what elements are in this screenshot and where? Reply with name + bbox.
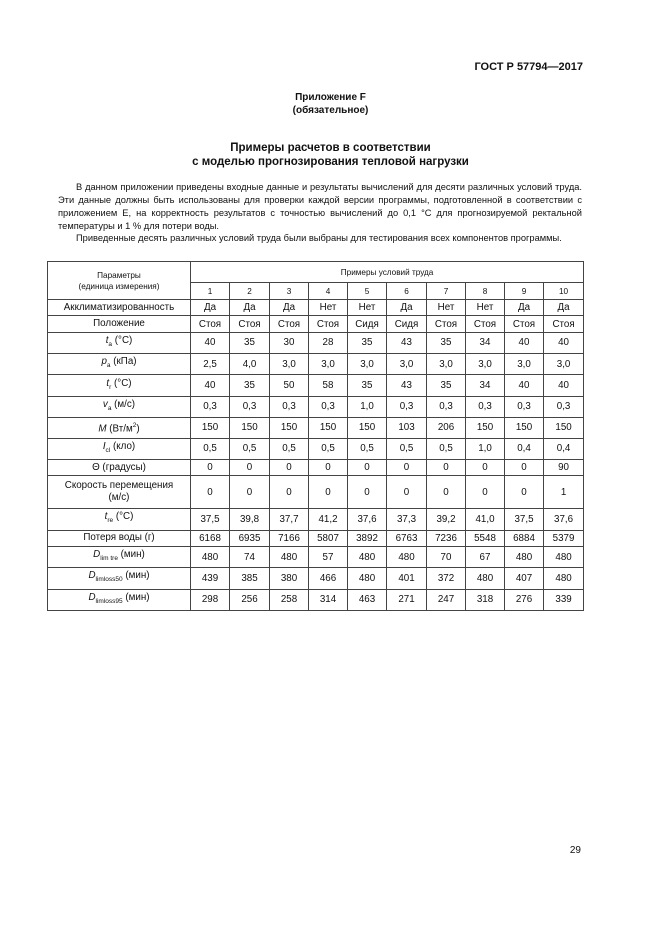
parameter-unit: (мин) <box>122 591 150 603</box>
value-cell: 480 <box>505 546 544 567</box>
value-cell: 0,5 <box>270 438 309 459</box>
value-cell: 1,0 <box>348 396 387 417</box>
value-cell: 0,3 <box>427 396 466 417</box>
parameter-label-text: Положение <box>93 318 145 330</box>
value-cell: 37,3 <box>387 509 427 530</box>
value-cell: 57 <box>309 546 348 567</box>
parameter-label-text: Акклиматизированность <box>63 301 175 313</box>
value-cell: 0,3 <box>466 396 505 417</box>
parameter-symbol: v <box>102 398 108 410</box>
value-cell: 0 <box>505 459 544 475</box>
parameter-symbol: t <box>105 334 109 346</box>
value-cell: 37,5 <box>505 509 544 530</box>
table-row <box>48 332 584 353</box>
parameters-header-line1: Параметры <box>97 270 141 280</box>
value-cell: Да <box>505 300 544 316</box>
value-cell: 103 <box>387 418 427 438</box>
parameter-subscript: a <box>107 404 112 412</box>
parameter-symbol: p <box>101 356 107 368</box>
value-cell: 37,7 <box>270 509 309 530</box>
value-cell: 466 <box>309 568 348 589</box>
value-cell: 0 <box>505 476 544 509</box>
value-cell: 0 <box>387 459 427 475</box>
value-cell: 150 <box>191 418 230 438</box>
value-cell: 339 <box>544 589 584 610</box>
value-cell: 35 <box>427 332 466 353</box>
value-cell: 439 <box>191 568 230 589</box>
value-cell: 150 <box>505 418 544 438</box>
parameter-label <box>48 332 191 353</box>
section-heading-line2: с моделью прогнозирования тепловой нагрузки <box>192 156 469 168</box>
parameter-symbol: D <box>88 570 96 582</box>
parameter-label-text: Потеря воды (г) <box>83 532 155 544</box>
value-cell: Стоя <box>427 316 466 332</box>
table-row <box>48 438 584 459</box>
value-cell: 35 <box>348 375 387 396</box>
value-cell: 256 <box>230 589 270 610</box>
parameter-subscript: limloss95 <box>95 597 123 605</box>
example-number-2: 2 <box>230 283 270 300</box>
value-cell: 480 <box>544 568 584 589</box>
value-cell: 480 <box>387 546 427 567</box>
value-cell: 0,4 <box>505 438 544 459</box>
value-cell: 3,0 <box>348 354 387 375</box>
value-cell: 5807 <box>309 530 348 546</box>
value-cell: 480 <box>348 568 387 589</box>
example-number-4: 4 <box>309 283 348 300</box>
value-cell: 6168 <box>191 530 230 546</box>
table-row <box>48 459 584 475</box>
value-cell: 3,0 <box>544 354 584 375</box>
value-cell: 480 <box>544 546 584 567</box>
value-cell: 480 <box>191 546 230 567</box>
value-cell: 372 <box>427 568 466 589</box>
parameter-label <box>48 375 191 396</box>
value-cell: 34 <box>466 375 505 396</box>
value-cell: Нет <box>309 300 348 316</box>
value-cell: Да <box>230 300 270 316</box>
value-cell: 0 <box>309 476 348 509</box>
value-cell: 0 <box>270 459 309 475</box>
value-cell: 0,3 <box>191 396 230 417</box>
value-cell: 0 <box>427 459 466 475</box>
value-cell: 0,3 <box>544 396 584 417</box>
parameter-label-text: Скорость перемещения <box>64 480 174 492</box>
value-cell: 0,4 <box>544 438 584 459</box>
value-cell: 58 <box>309 375 348 396</box>
value-cell: 0,3 <box>309 396 348 417</box>
value-cell: 41,0 <box>466 509 505 530</box>
selection-paragraph: Приведенные десять различных условий труда были выбраны для тестирования всех компонентов программы. <box>76 233 562 243</box>
value-cell: 5379 <box>544 530 584 546</box>
value-cell: 0,5 <box>191 438 230 459</box>
parameter-symbol: M <box>98 423 107 435</box>
parameter-symbol: D <box>88 591 96 603</box>
value-cell: 30 <box>270 332 309 353</box>
value-cell: 150 <box>544 418 584 438</box>
value-cell: 0 <box>427 476 466 509</box>
value-cell: 0 <box>191 459 230 475</box>
page-number: 29 <box>569 845 581 856</box>
value-cell: 0 <box>270 476 309 509</box>
example-number-10: 10 <box>544 283 584 300</box>
value-cell: 43 <box>387 375 427 396</box>
value-cell: 37,5 <box>191 509 230 530</box>
value-cell: Стоя <box>270 316 309 332</box>
value-cell: Нет <box>466 300 505 316</box>
value-cell: 247 <box>427 589 466 610</box>
value-cell: 70 <box>427 546 466 567</box>
parameter-subscript: lim tre <box>100 555 118 563</box>
table-row <box>48 530 584 546</box>
parameter-label <box>48 459 191 475</box>
example-number-8: 8 <box>466 283 505 300</box>
value-cell: 1,0 <box>466 438 505 459</box>
value-cell: 150 <box>466 418 505 438</box>
table-row <box>48 418 584 438</box>
value-cell: 380 <box>270 568 309 589</box>
value-cell: 0,3 <box>230 396 270 417</box>
value-cell: 0,5 <box>309 438 348 459</box>
value-cell: 4,0 <box>230 354 270 375</box>
table-body <box>48 300 584 611</box>
value-cell: Стоя <box>505 316 544 332</box>
value-cell: 0 <box>466 476 505 509</box>
value-cell: 35 <box>427 375 466 396</box>
value-cell: Да <box>544 300 584 316</box>
value-cell: 271 <box>387 589 427 610</box>
value-cell: 40 <box>191 375 230 396</box>
value-cell: 39,2 <box>427 509 466 530</box>
parameter-unit: (°С) <box>111 377 132 389</box>
value-cell: 67 <box>466 546 505 567</box>
value-cell: 463 <box>348 589 387 610</box>
example-number-5: 5 <box>348 283 387 300</box>
value-cell: 480 <box>466 568 505 589</box>
value-cell: Да <box>191 300 230 316</box>
value-cell: 258 <box>270 589 309 610</box>
value-cell: 74 <box>230 546 270 567</box>
value-cell: 150 <box>309 418 348 438</box>
value-cell: 35 <box>230 332 270 353</box>
example-number-7: 7 <box>427 283 466 300</box>
parameter-unit: (°С) <box>113 511 134 523</box>
value-cell: Сидя <box>387 316 427 332</box>
parameter-unit: (кПа) <box>110 356 137 368</box>
parameter-label <box>48 589 191 610</box>
value-cell: 0,3 <box>387 396 427 417</box>
parameter-label <box>48 438 191 459</box>
section-heading-line1: Примеры расчетов в соответствии <box>230 142 431 154</box>
parameter-label-unit: (м/с) <box>108 492 130 504</box>
parameter-unit-end: ) <box>136 423 140 435</box>
calculation-examples-table <box>47 261 584 611</box>
parameter-label <box>48 354 191 375</box>
value-cell: 0 <box>191 476 230 509</box>
value-cell: 43 <box>387 332 427 353</box>
value-cell: 1 <box>544 476 584 509</box>
parameter-subscript: a <box>106 362 111 370</box>
parameter-symbol: t <box>106 377 110 389</box>
value-cell: 37,6 <box>348 509 387 530</box>
parameter-subscript: cl <box>105 446 111 454</box>
parameter-label <box>48 546 191 567</box>
table-row <box>48 509 584 530</box>
value-cell: 3,0 <box>387 354 427 375</box>
value-cell: 298 <box>191 589 230 610</box>
value-cell: 3,0 <box>505 354 544 375</box>
value-cell: 3892 <box>348 530 387 546</box>
parameter-unit: (мин) <box>117 549 145 561</box>
value-cell: 41,2 <box>309 509 348 530</box>
value-cell: 6935 <box>230 530 270 546</box>
value-cell: 3,0 <box>309 354 348 375</box>
value-cell: 50 <box>270 375 309 396</box>
value-cell: Стоя <box>466 316 505 332</box>
value-cell: Стоя <box>230 316 270 332</box>
parameter-label-text: Θ (градусы) <box>92 461 146 473</box>
value-cell: 0 <box>230 476 270 509</box>
value-cell: 0 <box>309 459 348 475</box>
value-cell: Сидя <box>348 316 387 332</box>
value-cell: Нет <box>427 300 466 316</box>
example-number-1: 1 <box>191 283 230 300</box>
parameter-subscript: r <box>109 383 112 391</box>
parameters-header-line2: (единица измерения) <box>78 281 160 291</box>
table-row <box>48 568 584 589</box>
parameter-symbol: D <box>93 549 101 561</box>
parameter-unit: (кло) <box>110 440 136 452</box>
example-number-9: 9 <box>505 283 544 300</box>
parameter-unit: (м/с) <box>111 398 136 410</box>
appendix-title: Приложение F <box>295 92 366 103</box>
parameter-subscript: re <box>107 517 114 525</box>
value-cell: 6763 <box>387 530 427 546</box>
value-cell: 40 <box>544 332 584 353</box>
value-cell: Стоя <box>191 316 230 332</box>
value-cell: 318 <box>466 589 505 610</box>
example-number-3: 3 <box>270 283 309 300</box>
value-cell: 0,5 <box>348 438 387 459</box>
value-cell: 7236 <box>427 530 466 546</box>
value-cell: 3,0 <box>270 354 309 375</box>
value-cell: 34 <box>466 332 505 353</box>
value-cell: 7166 <box>270 530 309 546</box>
table-row <box>48 476 584 509</box>
value-cell: 0,3 <box>505 396 544 417</box>
parameter-unit: (мин) <box>122 570 150 582</box>
table-row <box>48 354 584 375</box>
table-row <box>48 589 584 610</box>
value-cell: Да <box>270 300 309 316</box>
appendix-title-block <box>0 91 661 117</box>
value-cell: 0,5 <box>387 438 427 459</box>
value-cell: 0,5 <box>230 438 270 459</box>
parameter-superscript: 2 <box>132 422 137 430</box>
value-cell: 5548 <box>466 530 505 546</box>
value-cell: 150 <box>348 418 387 438</box>
parameter-unit: (Вт/м <box>106 423 133 435</box>
parameter-subscript: a <box>108 340 113 348</box>
value-cell: Да <box>387 300 427 316</box>
value-cell: 39,8 <box>230 509 270 530</box>
table-row <box>48 546 584 567</box>
value-cell: 276 <box>505 589 544 610</box>
section-heading <box>0 141 661 169</box>
value-cell: 40 <box>191 332 230 353</box>
document-code: ГОСТ Р 57794—2017 <box>474 61 583 73</box>
parameter-label <box>48 418 191 438</box>
table-row <box>48 396 584 417</box>
value-cell: 206 <box>427 418 466 438</box>
value-cell: 314 <box>309 589 348 610</box>
intro-paragraph: В данном приложении приведены входные данные и результаты вычислений для десяти различных условий труда. Эти данные должны быть использованы для проверки каждой версии программы, подготовленной в соответствии с приложением Е, на корректность результатов с точностью вычислений до 0,1 °С для прогнозируемой ректальной температуры и 1 % для потери воды. <box>58 182 582 231</box>
appendix-status: (обязательное) <box>292 105 369 116</box>
parameter-unit: (°С) <box>112 334 133 346</box>
value-cell: 150 <box>270 418 309 438</box>
value-cell: 0 <box>348 476 387 509</box>
table-row <box>48 300 584 316</box>
value-cell: Стоя <box>309 316 348 332</box>
parameter-symbol: t <box>104 511 108 523</box>
parameter-label <box>48 316 191 332</box>
parameter-subscript: limloss50 <box>95 576 123 584</box>
value-cell: 407 <box>505 568 544 589</box>
parameter-label <box>48 568 191 589</box>
value-cell: 40 <box>505 332 544 353</box>
value-cell: 90 <box>544 459 584 475</box>
value-cell: 401 <box>387 568 427 589</box>
value-cell: 6884 <box>505 530 544 546</box>
value-cell: Стоя <box>544 316 584 332</box>
parameter-label <box>48 476 191 509</box>
value-cell: 3,0 <box>466 354 505 375</box>
value-cell: 0 <box>466 459 505 475</box>
examples-group-header: Примеры условий труда <box>191 262 584 283</box>
value-cell: 0 <box>230 459 270 475</box>
example-number-6: 6 <box>387 283 427 300</box>
value-cell: 0 <box>387 476 427 509</box>
value-cell: 37,6 <box>544 509 584 530</box>
value-cell: 0 <box>348 459 387 475</box>
parameters-header <box>48 262 191 300</box>
value-cell: 40 <box>505 375 544 396</box>
value-cell: 385 <box>230 568 270 589</box>
value-cell: 0,5 <box>427 438 466 459</box>
value-cell: 40 <box>544 375 584 396</box>
value-cell: 3,0 <box>427 354 466 375</box>
value-cell: 150 <box>230 418 270 438</box>
parameter-label <box>48 530 191 546</box>
value-cell: 35 <box>230 375 270 396</box>
parameter-label <box>48 509 191 530</box>
parameter-symbol: I <box>102 440 106 452</box>
parameter-label <box>48 300 191 316</box>
table-row <box>48 316 584 332</box>
value-cell: 2,5 <box>191 354 230 375</box>
value-cell: 35 <box>348 332 387 353</box>
value-cell: Нет <box>348 300 387 316</box>
parameter-label <box>48 396 191 417</box>
table-row <box>48 375 584 396</box>
value-cell: 0,3 <box>270 396 309 417</box>
value-cell: 480 <box>348 546 387 567</box>
value-cell: 480 <box>270 546 309 567</box>
value-cell: 28 <box>309 332 348 353</box>
